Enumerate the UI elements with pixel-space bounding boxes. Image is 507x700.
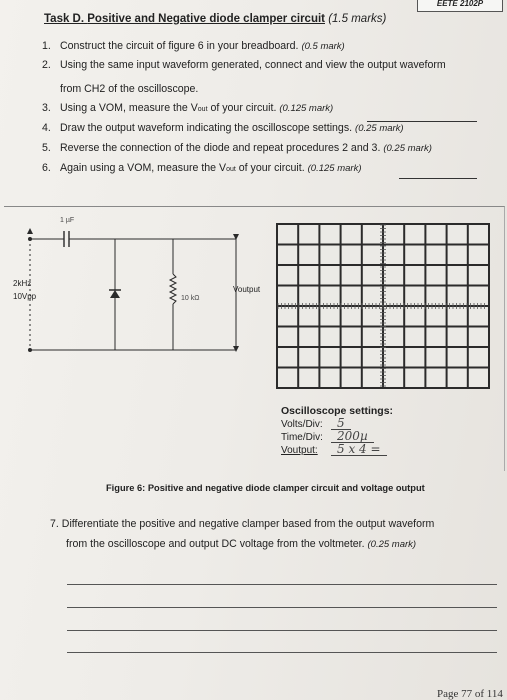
step-1: [42, 40, 345, 52]
output-arrow-bottom: [233, 346, 239, 352]
scope-cell: [405, 225, 424, 244]
question-7-line-2: [66, 538, 434, 550]
step-marks: (0.25 mark): [383, 143, 432, 154]
scope-cell: [426, 307, 445, 326]
scope-cell: [363, 266, 382, 285]
scope-cell: [426, 328, 445, 347]
step-number: 2.: [42, 59, 51, 71]
scope-cell: [299, 287, 318, 306]
answer-line-4[interactable]: [67, 652, 497, 653]
step-marks: (0.25 mark): [355, 123, 404, 134]
step-5: [42, 142, 432, 154]
scope-cell: [426, 369, 445, 388]
scope-cell: [405, 369, 424, 388]
settings-title: Oscilloscope settings:: [281, 405, 394, 417]
scope-cell: [278, 225, 297, 244]
resistor-label: 10 kΩ: [181, 295, 200, 302]
step-text: Draw the output waveform indicating the oscilloscope settings.: [60, 122, 353, 134]
scope-cell: [363, 328, 382, 347]
answer-line-3[interactable]: [67, 630, 497, 631]
step-marks: (0.125 mark): [279, 103, 334, 114]
scope-cell: [363, 287, 382, 306]
step-2-continued: from CH2 of the oscilloscope.: [60, 83, 199, 95]
input-arrow-top: [27, 228, 33, 234]
scope-cell: [448, 348, 467, 367]
scope-cell: [405, 246, 424, 265]
scope-cell: [278, 307, 297, 326]
scope-cell: [405, 307, 424, 326]
step-number: 5.: [42, 142, 51, 154]
scope-cell: [426, 246, 445, 265]
scope-cell: [299, 246, 318, 265]
input-terminal-bottom: [28, 348, 32, 352]
task-title: [44, 13, 386, 25]
oscilloscope-settings: [281, 405, 393, 457]
scope-cell: [342, 328, 361, 347]
scope-cell: [384, 287, 403, 306]
output-label: Voutput: [233, 285, 261, 294]
task-marks: (1.5 marks): [328, 13, 387, 25]
question-number: 7.: [50, 518, 59, 530]
scope-cell: [448, 246, 467, 265]
scope-cell: [426, 287, 445, 306]
scope-cell: [469, 266, 488, 285]
scope-cell: [469, 307, 488, 326]
scope-cell: [426, 266, 445, 285]
scope-cell: [299, 348, 318, 367]
scope-cell: [448, 266, 467, 285]
answer-line-2[interactable]: [67, 607, 497, 608]
volts-div-label: Volts/Div:: [281, 419, 323, 430]
task-title-text: Positive and Negative diode clamper circuit: [87, 13, 325, 25]
scope-cell: [320, 369, 339, 388]
scope-cell: [299, 307, 318, 326]
scope-cell: [469, 287, 488, 306]
scope-cell: [320, 246, 339, 265]
step-6: [42, 162, 362, 174]
scope-cell: [320, 328, 339, 347]
scope-cell: [278, 246, 297, 265]
scope-cell: [384, 348, 403, 367]
subscript: out: [197, 106, 208, 113]
task-title-prefix: Task D.: [44, 13, 88, 25]
question-marks: (0.25 mark): [367, 539, 417, 550]
step-text: of your circuit.: [207, 102, 277, 114]
scope-cell: [448, 287, 467, 306]
scope-cell: [363, 348, 382, 367]
scope-cell: [363, 307, 382, 326]
step-text: Reverse the connection of the diode and repeat procedures 2 and 3.: [60, 142, 381, 154]
page-number: Page 77 of 114: [437, 688, 503, 700]
scope-cell: [320, 266, 339, 285]
scope-cell: [469, 225, 488, 244]
voutput-label: Voutput:: [281, 445, 318, 456]
scope-cell: [320, 287, 339, 306]
scope-cell: [342, 369, 361, 388]
step-text: Construct the circuit of figure 6 in your breadboard.: [60, 40, 299, 52]
capacitor-label: 1 µF: [60, 217, 75, 224]
resistor-zigzag: [170, 274, 176, 304]
scope-cell: [278, 266, 297, 285]
scope-cell: [342, 225, 361, 244]
scope-cell: [384, 307, 403, 326]
scope-cell: [342, 348, 361, 367]
scope-cell: [384, 246, 403, 265]
scope-cell: [384, 369, 403, 388]
step-3: [42, 102, 333, 114]
scope-cell: [405, 287, 424, 306]
scope-cell: [469, 246, 488, 265]
scope-cell: [448, 328, 467, 347]
scope-cell: [448, 369, 467, 388]
scope-cell: [363, 246, 382, 265]
step-number: 6.: [42, 162, 51, 174]
scope-cell: [278, 369, 297, 388]
figure-caption: Figure 6: Positive and negative diode clamper circuit and voltage output: [106, 483, 425, 493]
subscript: out: [226, 166, 236, 173]
scope-cell: [469, 369, 488, 388]
oscilloscope-grid: [276, 223, 490, 389]
scope-cell: [320, 307, 339, 326]
scope-cell: [384, 266, 403, 285]
scope-cell: [469, 328, 488, 347]
scope-cell: [363, 225, 382, 244]
scope-cell: [426, 225, 445, 244]
scope-cell: [342, 266, 361, 285]
step-number: 1.: [42, 40, 51, 52]
scope-cell: [299, 266, 318, 285]
step-marks: (0.5 mark): [301, 41, 345, 52]
question-text: from the oscilloscope and output DC voltage from the voltmeter.: [66, 538, 365, 550]
scope-cell: [278, 328, 297, 347]
scope-cell: [405, 328, 424, 347]
step-4: [42, 122, 404, 134]
question-7-line-1: [50, 518, 434, 530]
time-div-label: Time/Div:: [281, 432, 323, 443]
scope-cell: [448, 225, 467, 244]
source-amplitude-label: 10Vpp: [13, 292, 37, 301]
step-text: Again using a VOM, measure the V: [60, 162, 227, 174]
scope-cell: [299, 225, 318, 244]
question-text: Differentiate the positive and negative clamper based from the output waveform: [61, 518, 435, 530]
scope-cell: [299, 328, 318, 347]
scope-cell: [426, 348, 445, 367]
step-text: of your circuit.: [235, 162, 305, 174]
answer-line-1[interactable]: [67, 584, 497, 585]
scope-cell: [320, 225, 339, 244]
scope-cell: [469, 348, 488, 367]
input-terminal-top: [28, 237, 32, 241]
scope-cell: [384, 225, 403, 244]
step-text: Using a VOM, measure the V: [60, 102, 198, 114]
scope-cell: [299, 369, 318, 388]
scope-cell: [342, 287, 361, 306]
scope-cell: [448, 307, 467, 326]
step-marks: (0.125 mark): [307, 163, 362, 174]
step-number: 3.: [42, 102, 51, 114]
clamper-circuit-diagram: [4, 206, 276, 366]
scope-cell: [278, 287, 297, 306]
scope-cell: [278, 348, 297, 367]
diode-triangle: [110, 290, 120, 298]
voutput-row: [281, 444, 393, 457]
step-text: Using the same input waveform generated, connect and view the output waveform: [60, 59, 446, 71]
course-code-badge: EETE 2102P: [417, 0, 503, 12]
vout-reversed-answer-blank[interactable]: [399, 178, 477, 179]
scope-cell: [384, 328, 403, 347]
scope-cell: [320, 348, 339, 367]
step-2: [42, 59, 446, 71]
step-number: 4.: [42, 122, 51, 134]
source-frequency-label: 2kHz: [13, 279, 32, 288]
volts-div-value[interactable]: 5: [331, 418, 351, 430]
question-7: [50, 518, 434, 550]
scope-cell: [342, 246, 361, 265]
scope-cell: [342, 307, 361, 326]
time-div-value[interactable]: 200µ: [331, 431, 374, 443]
scope-cell: [405, 266, 424, 285]
scope-cell: [363, 369, 382, 388]
scope-cell: [405, 348, 424, 367]
voutput-value[interactable]: 5 x 4 =: [331, 444, 387, 456]
